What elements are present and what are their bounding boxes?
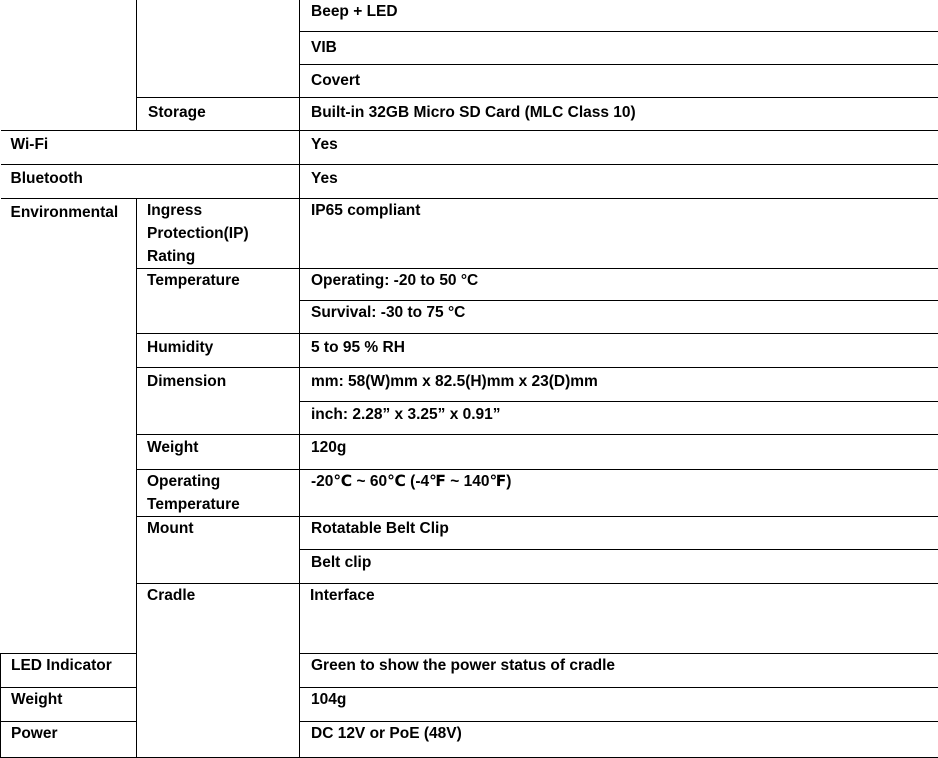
humidity-value: 5 to 95 % RH — [300, 333, 938, 367]
led-indicator-label: LED Indicator — [1, 653, 137, 687]
temp-operating-value: Operating: -20 to 50 °C — [300, 268, 938, 300]
power-label: Power — [1, 721, 137, 757]
dimension-inch-value: inch: 2.28” x 3.25” x 0.91” — [300, 401, 938, 434]
temp-survival-value: Survival: -30 to 75 °C — [300, 300, 938, 333]
environmental-label: Environmental — [1, 198, 137, 653]
cradle-weight-value: 104g — [300, 687, 938, 721]
mount-belt-value: Belt clip — [300, 549, 938, 583]
spec-subcategory-cell — [137, 0, 300, 97]
power-value: DC 12V or PoE (48V) — [300, 721, 938, 757]
mount-label: Mount — [137, 516, 300, 583]
ip-rating-label: Ingress Protection(IP) Rating — [137, 198, 300, 268]
humidity-label: Humidity — [137, 333, 300, 367]
wifi-label: Wi-Fi — [1, 130, 300, 164]
alarm-covert-value: Covert — [300, 64, 938, 97]
interface-label: Interface — [300, 583, 938, 653]
cradle-weight-label: Weight — [1, 687, 137, 721]
weight-label: Weight — [137, 434, 300, 469]
operating-temperature-value: -20℃ ~ 60℃ (-4℉ ~ 140℉) — [300, 469, 938, 516]
operating-temperature-label: Operating Temperature — [137, 469, 300, 516]
storage-value: Built-in 32GB Micro SD Card (MLC Class 10) — [300, 97, 938, 130]
bluetooth-value: Yes — [300, 164, 938, 198]
cradle-label: Cradle — [137, 583, 300, 757]
alarm-vib-value: VIB — [300, 31, 938, 64]
weight-value: 120g — [300, 434, 938, 469]
alarm-beep-led-value: Beep + LED — [300, 0, 938, 31]
mount-rotatable-value: Rotatable Belt Clip — [300, 516, 938, 549]
wifi-value: Yes — [300, 130, 938, 164]
ip-rating-value: IP65 compliant — [300, 198, 938, 268]
storage-label: Storage — [137, 97, 300, 130]
spec-category-cell — [1, 0, 137, 130]
temperature-label: Temperature — [137, 268, 300, 333]
dimension-mm-value: mm: 58(W)mm x 82.5(H)mm x 23(D)mm — [300, 367, 938, 401]
bluetooth-label: Bluetooth — [1, 164, 300, 198]
led-indicator-value: Green to show the power status of cradle — [300, 653, 938, 687]
dimension-label: Dimension — [137, 367, 300, 434]
